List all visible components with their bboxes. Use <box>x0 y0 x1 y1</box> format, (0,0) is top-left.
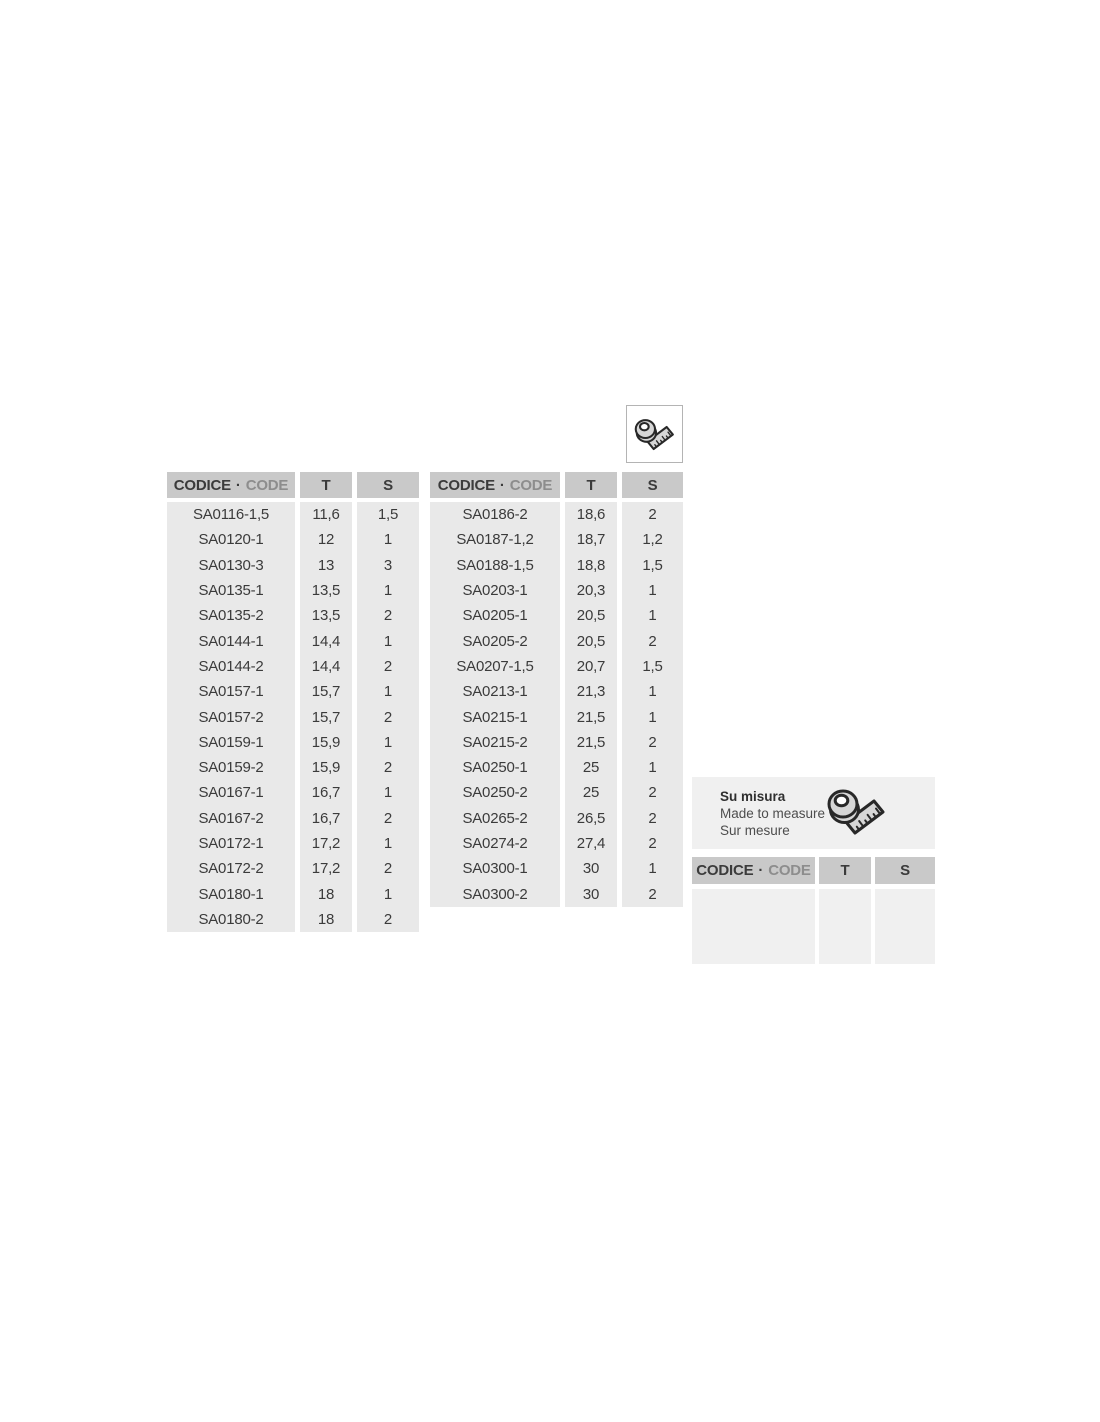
cell-t: 18 <box>300 907 352 932</box>
table-row <box>167 553 419 578</box>
cell-t: 26,5 <box>565 806 617 831</box>
made-to-measure-panel <box>692 777 935 964</box>
table-row <box>167 502 419 527</box>
cell-t: 12 <box>300 527 352 552</box>
cell-s: 1,2 <box>622 527 683 552</box>
cell-code: SA0180-2 <box>167 907 295 932</box>
cell-s: 1 <box>357 679 419 704</box>
made-to-measure-empty-rows <box>692 889 935 964</box>
cell-code: SA0205-1 <box>430 603 560 628</box>
cell-s: 1 <box>357 628 419 653</box>
cell-code: SA0274-2 <box>430 831 560 856</box>
cell-code: SA0135-2 <box>167 603 295 628</box>
cell-s: 1 <box>622 679 683 704</box>
cell-s: 2 <box>357 907 419 932</box>
cell-t: 13,5 <box>300 578 352 603</box>
cell-t: 18,7 <box>565 527 617 552</box>
table-row <box>167 628 419 653</box>
table-row <box>430 856 683 881</box>
made-to-measure-table <box>692 857 935 964</box>
cell-code: SA0300-2 <box>430 881 560 906</box>
table-row <box>167 730 419 755</box>
table-row <box>167 679 419 704</box>
cell-s: 1 <box>357 831 419 856</box>
cell-s: 1,5 <box>622 654 683 679</box>
cell-t: 25 <box>565 780 617 805</box>
cell-s: 1 <box>357 730 419 755</box>
cell-t: 15,7 <box>300 704 352 729</box>
cell-s: 1 <box>357 527 419 552</box>
cell-code: SA0213-1 <box>430 679 560 704</box>
table-row <box>430 831 683 856</box>
empty-cell-code <box>692 939 815 964</box>
empty-cell-s <box>875 914 935 939</box>
table-row <box>430 780 683 805</box>
left-table-body <box>167 502 419 932</box>
cell-t: 30 <box>565 881 617 906</box>
cell-code: SA0130-3 <box>167 553 295 578</box>
table-row <box>167 603 419 628</box>
table-row <box>167 704 419 729</box>
table-row <box>167 806 419 831</box>
cell-t: 27,4 <box>565 831 617 856</box>
header-code-label: CODE <box>509 476 553 494</box>
cell-s: 2 <box>357 806 419 831</box>
cell-s: 1 <box>622 755 683 780</box>
empty-table-row <box>692 914 935 939</box>
cell-code: SA0157-2 <box>167 704 295 729</box>
cell-code: SA0159-1 <box>167 730 295 755</box>
table-row <box>430 679 683 704</box>
cell-s: 2 <box>357 654 419 679</box>
cell-code: SA0135-1 <box>167 578 295 603</box>
cell-s: 1 <box>622 578 683 603</box>
table-row <box>430 730 683 755</box>
cell-s: 2 <box>622 628 683 653</box>
cell-code: SA0187-1,2 <box>430 527 560 552</box>
empty-cell-code <box>692 889 815 914</box>
header-codice-label: CODICE <box>437 476 495 494</box>
cell-code: SA0207-1,5 <box>430 654 560 679</box>
table-row <box>167 907 419 932</box>
panel-title-it: Su misura <box>720 788 786 804</box>
cell-code: SA0120-1 <box>167 527 295 552</box>
tape-measure-icon <box>633 416 677 452</box>
cell-s: 1 <box>622 856 683 881</box>
cell-t: 13,5 <box>300 603 352 628</box>
cell-s: 1 <box>357 780 419 805</box>
cell-code: SA0144-2 <box>167 654 295 679</box>
table-row <box>430 603 683 628</box>
header-cell-codice-code <box>167 472 295 498</box>
cell-t: 16,7 <box>300 780 352 805</box>
cell-code: SA0186-2 <box>430 502 560 527</box>
header-code-label: CODE <box>245 476 289 494</box>
cell-t: 15,9 <box>300 755 352 780</box>
tape-measure-icon <box>825 785 889 842</box>
cell-t: 11,6 <box>300 502 352 527</box>
header-separator: · <box>758 862 764 879</box>
cell-t: 20,3 <box>565 578 617 603</box>
table-row <box>430 578 683 603</box>
cell-s: 1 <box>622 603 683 628</box>
header-cell-t: T <box>300 472 352 498</box>
cell-code: SA0188-1,5 <box>430 553 560 578</box>
table-row <box>167 527 419 552</box>
empty-cell-s <box>875 939 935 964</box>
cell-code: SA0172-1 <box>167 831 295 856</box>
cell-code: SA0250-1 <box>430 755 560 780</box>
cell-t: 15,9 <box>300 730 352 755</box>
table-header-row <box>167 472 419 498</box>
cell-s: 2 <box>622 730 683 755</box>
header-codice-label: CODICE <box>173 476 231 494</box>
cell-t: 18,6 <box>565 502 617 527</box>
panel-title-fr: Sur mesure <box>720 822 790 838</box>
cell-s: 1,5 <box>622 553 683 578</box>
header-cell-s: S <box>875 857 935 884</box>
cell-code: SA0203-1 <box>430 578 560 603</box>
panel-title-en: Made to measure <box>720 805 826 821</box>
table-header-row <box>430 472 683 498</box>
cell-s: 1 <box>357 578 419 603</box>
cell-t: 18 <box>300 881 352 906</box>
made-to-measure-info <box>692 777 935 849</box>
header-cell-s: S <box>357 472 419 498</box>
cell-code: SA0300-1 <box>430 856 560 881</box>
left-table <box>167 472 419 932</box>
cell-t: 17,2 <box>300 831 352 856</box>
empty-cell-t <box>819 914 871 939</box>
empty-cell-s <box>875 889 935 914</box>
table-row <box>430 527 683 552</box>
cell-code: SA0144-1 <box>167 628 295 653</box>
cell-s: 3 <box>357 553 419 578</box>
cell-code: SA0167-1 <box>167 780 295 805</box>
cell-t: 20,5 <box>565 603 617 628</box>
table-row <box>430 755 683 780</box>
cell-t: 14,4 <box>300 628 352 653</box>
empty-cell-t <box>819 889 871 914</box>
header-cell-s: S <box>622 472 683 498</box>
cell-s: 2 <box>357 755 419 780</box>
cell-code: SA0159-2 <box>167 755 295 780</box>
cell-code: SA0180-1 <box>167 881 295 906</box>
header-separator: · <box>235 476 241 494</box>
cell-code: SA0250-2 <box>430 780 560 805</box>
cell-s: 2 <box>357 603 419 628</box>
cell-s: 2 <box>622 831 683 856</box>
cell-t: 20,7 <box>565 654 617 679</box>
header-cell-codice-code <box>430 472 560 498</box>
table-row <box>167 780 419 805</box>
tape-measure-icon-box <box>626 405 683 463</box>
cell-t: 20,5 <box>565 628 617 653</box>
cell-t: 17,2 <box>300 856 352 881</box>
cell-t: 21,3 <box>565 679 617 704</box>
header-cell-codice-code <box>692 857 815 884</box>
cell-s: 2 <box>357 704 419 729</box>
header-codice-label: CODICE <box>696 862 754 879</box>
cell-code: SA0215-2 <box>430 730 560 755</box>
header-cell-t: T <box>819 857 871 884</box>
table-row <box>167 856 419 881</box>
cell-t: 21,5 <box>565 704 617 729</box>
header-code-label: CODE <box>768 862 811 879</box>
empty-table-row <box>692 889 935 914</box>
table-row <box>430 806 683 831</box>
cell-t: 30 <box>565 856 617 881</box>
right-table <box>430 472 683 907</box>
cell-t: 21,5 <box>565 730 617 755</box>
cell-t: 18,8 <box>565 553 617 578</box>
table-row <box>430 704 683 729</box>
cell-s: 2 <box>357 856 419 881</box>
made-to-measure-text <box>720 788 825 839</box>
cell-code: SA0172-2 <box>167 856 295 881</box>
cell-code: SA0157-1 <box>167 679 295 704</box>
cell-s: 1 <box>622 704 683 729</box>
cell-s: 2 <box>622 806 683 831</box>
table-row <box>167 881 419 906</box>
empty-cell-code <box>692 914 815 939</box>
cell-code: SA0205-2 <box>430 628 560 653</box>
cell-s: 2 <box>622 502 683 527</box>
table-row <box>167 578 419 603</box>
empty-cell-t <box>819 939 871 964</box>
cell-s: 2 <box>622 881 683 906</box>
table-row <box>430 881 683 906</box>
cell-t: 14,4 <box>300 654 352 679</box>
table-row <box>430 628 683 653</box>
table-row <box>430 654 683 679</box>
table-header-row <box>692 857 935 884</box>
table-row <box>167 654 419 679</box>
cell-t: 13 <box>300 553 352 578</box>
header-cell-t: T <box>565 472 617 498</box>
cell-s: 1 <box>357 881 419 906</box>
header-separator: · <box>499 476 505 494</box>
table-row <box>430 553 683 578</box>
right-table-body <box>430 502 683 907</box>
cell-code: SA0265-2 <box>430 806 560 831</box>
cell-t: 16,7 <box>300 806 352 831</box>
cell-s: 2 <box>622 780 683 805</box>
cell-code: SA0116-1,5 <box>167 502 295 527</box>
table-row <box>167 831 419 856</box>
cell-t: 25 <box>565 755 617 780</box>
table-row <box>167 755 419 780</box>
cell-s: 1,5 <box>357 502 419 527</box>
cell-t: 15,7 <box>300 679 352 704</box>
table-row <box>430 502 683 527</box>
empty-table-row <box>692 939 935 964</box>
cell-code: SA0215-1 <box>430 704 560 729</box>
cell-code: SA0167-2 <box>167 806 295 831</box>
